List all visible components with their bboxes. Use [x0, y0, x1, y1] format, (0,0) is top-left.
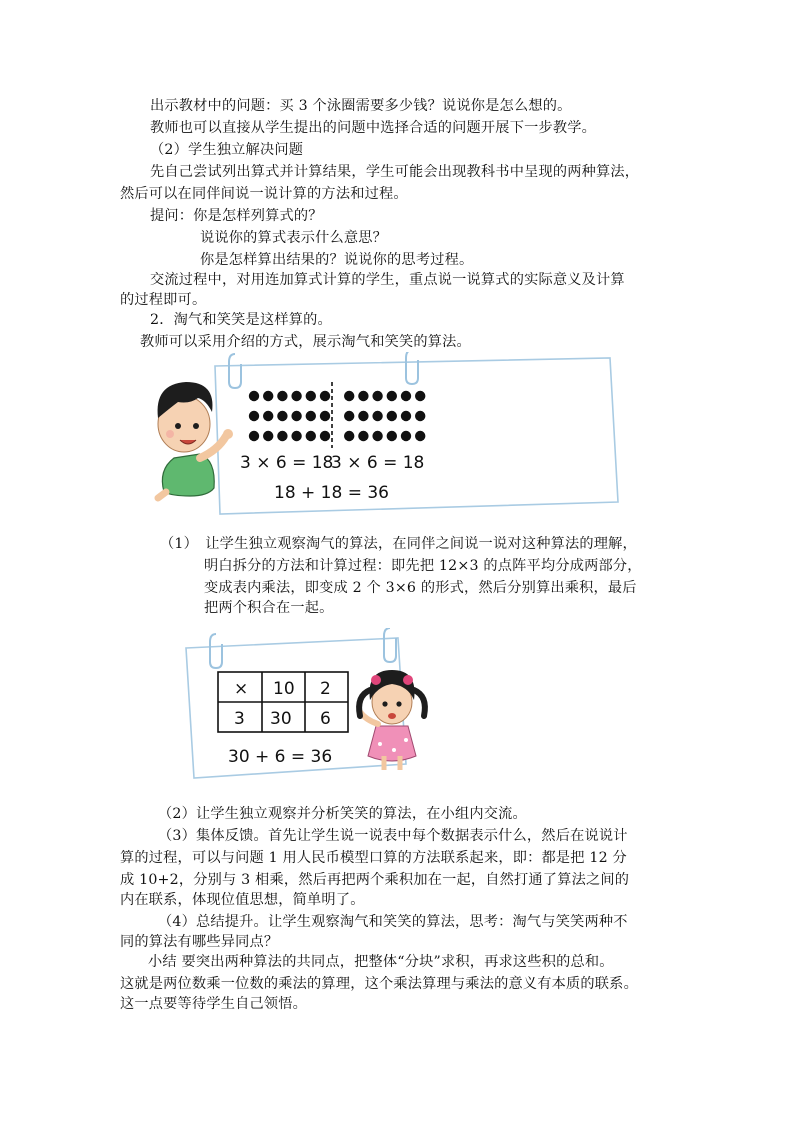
text-line-4: 先自己尝试列出算式并计算结果，学生可能会出现教科书中呈现的两种算法，: [150, 164, 640, 180]
array-dot: [344, 431, 354, 441]
array-dot: [277, 411, 287, 421]
text-line-8: 你是怎样算出结果的？说说你的思考过程。: [200, 252, 474, 268]
text-line-7: 说说你的算式表示什么意思？: [200, 230, 388, 246]
taoqi-eq-sum: 18 + 18 = 36: [274, 483, 389, 503]
text-line-21: 内在联系，体现位值思想，简单明了。: [120, 892, 365, 908]
taoqi-card-svg: [140, 352, 620, 522]
array-dot: [249, 411, 259, 421]
array-dot: [291, 431, 301, 441]
array-dot: [249, 431, 259, 441]
table-cell-r1c2: 6: [320, 709, 331, 729]
array-dot: [415, 431, 425, 441]
text-line-6: 提问：你是怎样列算式的？: [150, 208, 323, 224]
array-dot: [320, 391, 330, 401]
text-line-9: 交流过程中，对用连加算式计算的学生，重点说一说算式的实际意义及计算: [150, 272, 625, 288]
text-line-5: 然后可以在同伴间说一说计算的方法和过程。: [120, 186, 408, 202]
array-dot: [344, 391, 354, 401]
array-dot: [277, 431, 287, 441]
text-line-25: 这就是两位数乘一位数的乘法的算理，这个乘法算理与乘法的意义有本质的联系。: [120, 976, 638, 992]
xiaoxiao-card-illustration: [180, 628, 450, 788]
array-dot: [401, 391, 411, 401]
array-dot: [263, 391, 273, 401]
array-dot: [358, 411, 368, 421]
text-line-10: 的过程即可。: [120, 292, 207, 308]
array-dot: [415, 391, 425, 401]
array-dot: [291, 391, 301, 401]
text-line-15: 变成表内乘法，即变成 2 个 3×6 的形式，然后分别算出乘积，最后: [204, 580, 637, 596]
xiaoxiao-eq-sum: 30 + 6 = 36: [228, 747, 333, 767]
array-dot: [387, 391, 397, 401]
text-line-13: （1） 让学生独立观察淘气的算法，在同伴之间说一说对这种算法的理解，: [160, 536, 637, 552]
taoqi-eq-left: 3 × 6 = 18: [240, 453, 334, 473]
array-dot: [372, 391, 382, 401]
text-line-17: （2）让学生独立观察并分析笑笑的算法，在小组内交流。: [158, 806, 527, 822]
text-line-14: 明白拆分的方法和计算过程：即先把 12×3 的点阵平均分成两部分，: [204, 558, 642, 574]
array-dot: [249, 391, 259, 401]
text-line-18: （3）集体反馈。首先让学生说一说表中每个数据表示什么，然后在说说计: [158, 828, 628, 844]
array-dot: [358, 431, 368, 441]
text-line-16: 把两个积合在一起。: [204, 600, 334, 616]
table-cell-r0c2: 2: [320, 679, 331, 699]
array-dot: [387, 431, 397, 441]
text-line-1: 出示教材中的问题：买 3 个泳圈需要多少钱？说说你是怎么想的。: [150, 98, 572, 114]
text-line-24: 小结 要突出两种算法的共同点，把整体“分块”求积，再求这些积的总和。: [148, 954, 614, 970]
array-dot: [358, 391, 368, 401]
array-dot: [306, 431, 316, 441]
array-dot: [415, 411, 425, 421]
array-dot: [401, 411, 411, 421]
array-dot: [277, 391, 287, 401]
array-dot: [372, 431, 382, 441]
text-line-12: 教师可以采用介绍的方式，展示淘气和笑笑的算法。: [140, 334, 471, 350]
array-dot: [320, 411, 330, 421]
text-line-20: 成 10+2，分别与 3 相乘，然后再把两个乘积加在一起，自然打通了算法之间的: [120, 872, 630, 888]
table-cell-r0c1: 10: [273, 679, 295, 699]
array-dot: [263, 431, 273, 441]
taoqi-eq-right: 3 × 6 = 18: [331, 453, 425, 473]
array-dot: [306, 391, 316, 401]
table-cell-r0c0: ×: [234, 679, 249, 699]
array-dot: [387, 411, 397, 421]
text-line-22: （4）总结提升。让学生观察淘气和笑笑的算法，思考：淘气与笑笑两种不: [158, 914, 628, 930]
array-dot: [344, 411, 354, 421]
array-dot: [306, 411, 316, 421]
taoqi-card-illustration: [140, 352, 620, 522]
text-line-19: 算的过程，可以与问题 1 用人民币模型口算的方法联系起来，即：都是把 12 分: [120, 850, 627, 866]
array-dot: [320, 431, 330, 441]
text-line-26: 这一点要等待学生自己领悟。: [120, 996, 308, 1012]
array-dot: [372, 411, 382, 421]
text-line-11: 2．淘气和笑笑是这样算的。: [150, 312, 332, 328]
text-line-2: 教师也可以直接从学生提出的问题中选择合适的问题开展下一步教学。: [150, 120, 597, 136]
text-line-3: （2）学生独立解决问题: [150, 142, 304, 158]
xiaoxiao-card-svg: [180, 628, 450, 788]
array-dot: [401, 431, 411, 441]
array-dot: [291, 411, 301, 421]
array-dot: [263, 411, 273, 421]
table-cell-r1c0: 3: [234, 709, 245, 729]
table-cell-r1c1: 30: [270, 709, 292, 729]
text-line-23: 同的算法有哪些异同点？: [120, 934, 279, 950]
